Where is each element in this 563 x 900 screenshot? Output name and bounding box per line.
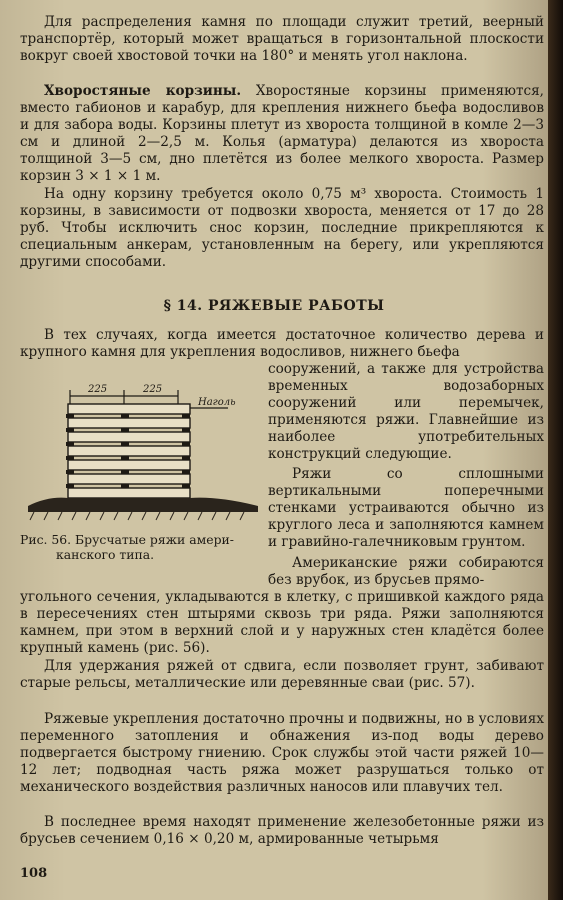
timber-beam bbox=[68, 404, 190, 414]
timber-beam bbox=[68, 488, 190, 498]
paragraph-text: В последнее время находят применение железобетонные ряжи из брусьев сечением 0,16 × 0,20 м, армированные четырьмя bbox=[20, 814, 544, 847]
timber-beam bbox=[68, 432, 190, 442]
page-number: 108 bbox=[20, 866, 48, 881]
figure-american-crib-diagram bbox=[28, 378, 258, 528]
section-heading: § 14. РЯЖЕВЫЕ РАБОТЫ bbox=[163, 298, 385, 314]
paragraph-transporter bbox=[20, 14, 544, 65]
timber-beam bbox=[68, 418, 190, 428]
paragraph-text: сооружений, а также для устройства временных водозаборных сооружений или перемычек, применяются ряжи. Главнейшие из наиболее употребительных конструкций следующие. bbox=[268, 361, 544, 462]
caption-line: канского типа. bbox=[56, 547, 155, 562]
book-page-edge bbox=[548, 0, 563, 900]
paragraph-text: Американские ряжи собираются без врубок, из брусьев прямо- bbox=[268, 555, 544, 588]
crib-timbers bbox=[68, 404, 190, 498]
paragraph-crib-anchoring bbox=[20, 658, 544, 692]
paragraph-basket-cost bbox=[20, 186, 544, 271]
figure-label-top: Наголь bbox=[198, 397, 236, 408]
paragraph-right-column-b bbox=[268, 466, 544, 551]
timber-beam bbox=[68, 446, 190, 456]
paragraph-text: Для распределения камня по площади служит третий, веерный транспортёр, который может вращаться в горизонтальной плоскости вокруг своей хвостовой точки на 180° и менять угол наклона. bbox=[20, 14, 544, 64]
paragraph-text: Для удержания ряжей от сдвига, если позволяет грунт, забивают старые рельсы, металлические или деревянные сваи (рис. 57). bbox=[20, 658, 544, 691]
timber-beam bbox=[68, 460, 190, 470]
paragraph-intro-full-width bbox=[20, 327, 544, 361]
paragraph-text: угольного сечения, укладываются в клетку, с пришивкой каждого ряда в пересечениях стен штырями сквозь три ряда. Ряжи заполняются камнем, при этом в верхний слой и у наружных стен кладётся более крупный камень (рис. 56). bbox=[20, 589, 544, 656]
dimension-label-right: 225 bbox=[143, 384, 163, 395]
figure-caption bbox=[20, 532, 270, 562]
paragraph-text bbox=[20, 83, 544, 185]
paragraph-text: В тех случаях, когда имеется достаточное количество дерева и крупного камня для укрепления водосливов, нижнего бьефа bbox=[20, 327, 544, 360]
paragraph-right-column-a bbox=[268, 361, 544, 463]
paragraph-brushwood-baskets bbox=[20, 83, 544, 185]
run-in-heading: Хворостяные корзины. bbox=[44, 83, 242, 99]
paragraph-reinforced-concrete bbox=[20, 814, 544, 848]
caption-line: Рис. 56. Брусчатые ряжи амери- bbox=[20, 532, 234, 547]
timber-beam bbox=[68, 474, 190, 484]
paragraph-text: Ряжи со сплошными вертикальными поперечными стенками устраиваются обычно из круглого леса и заполняются камнем и гравийно-галечниковым грунтом. bbox=[268, 466, 544, 550]
dimension-label-left: 225 bbox=[88, 384, 108, 395]
run-in-text: Хворостяные корзины применяются, вместо габионов и карабур, для крепления нижнего бьефа водосливов и для забора воды. Корзины плетут из хвороста толщиной в комле 2—3 см и длиной 2—2,5 м. Колья (арматура) делаются из хвороста толщиной 3—5 см, дно плетётся из более мелкого хвороста. Размер корзин 3 × 1 × 1 м. bbox=[20, 83, 544, 184]
ground-hatching bbox=[30, 512, 244, 520]
paragraph-american-crib-cont bbox=[20, 589, 544, 657]
paragraph-crib-durability bbox=[20, 711, 544, 796]
paragraph-text: Ряжевые укрепления достаточно прочны и подвижны, но в условиях переменного затопления и обнажения из-под воды дерево подвергается быстрому гниению. Срок службы этой части ряжей 10—12 лет; подводная часть ряжа может разрушаться только от механического воздействия различных наносов или плавучих тел. bbox=[20, 711, 544, 795]
paragraph-text: На одну корзину требуется около 0,75 м³ хвороста. Стоимость 1 корзины, в зависимости от подвозки хвороста, меняется от 17 до 28 руб. Чтобы исключить снос корзин, последние прикрепляются к специальным анкерам, установленным на берегу, или укрепляются другими способами. bbox=[20, 186, 544, 270]
ground-embankment bbox=[28, 498, 258, 512]
paragraph-right-column-c bbox=[268, 555, 544, 589]
